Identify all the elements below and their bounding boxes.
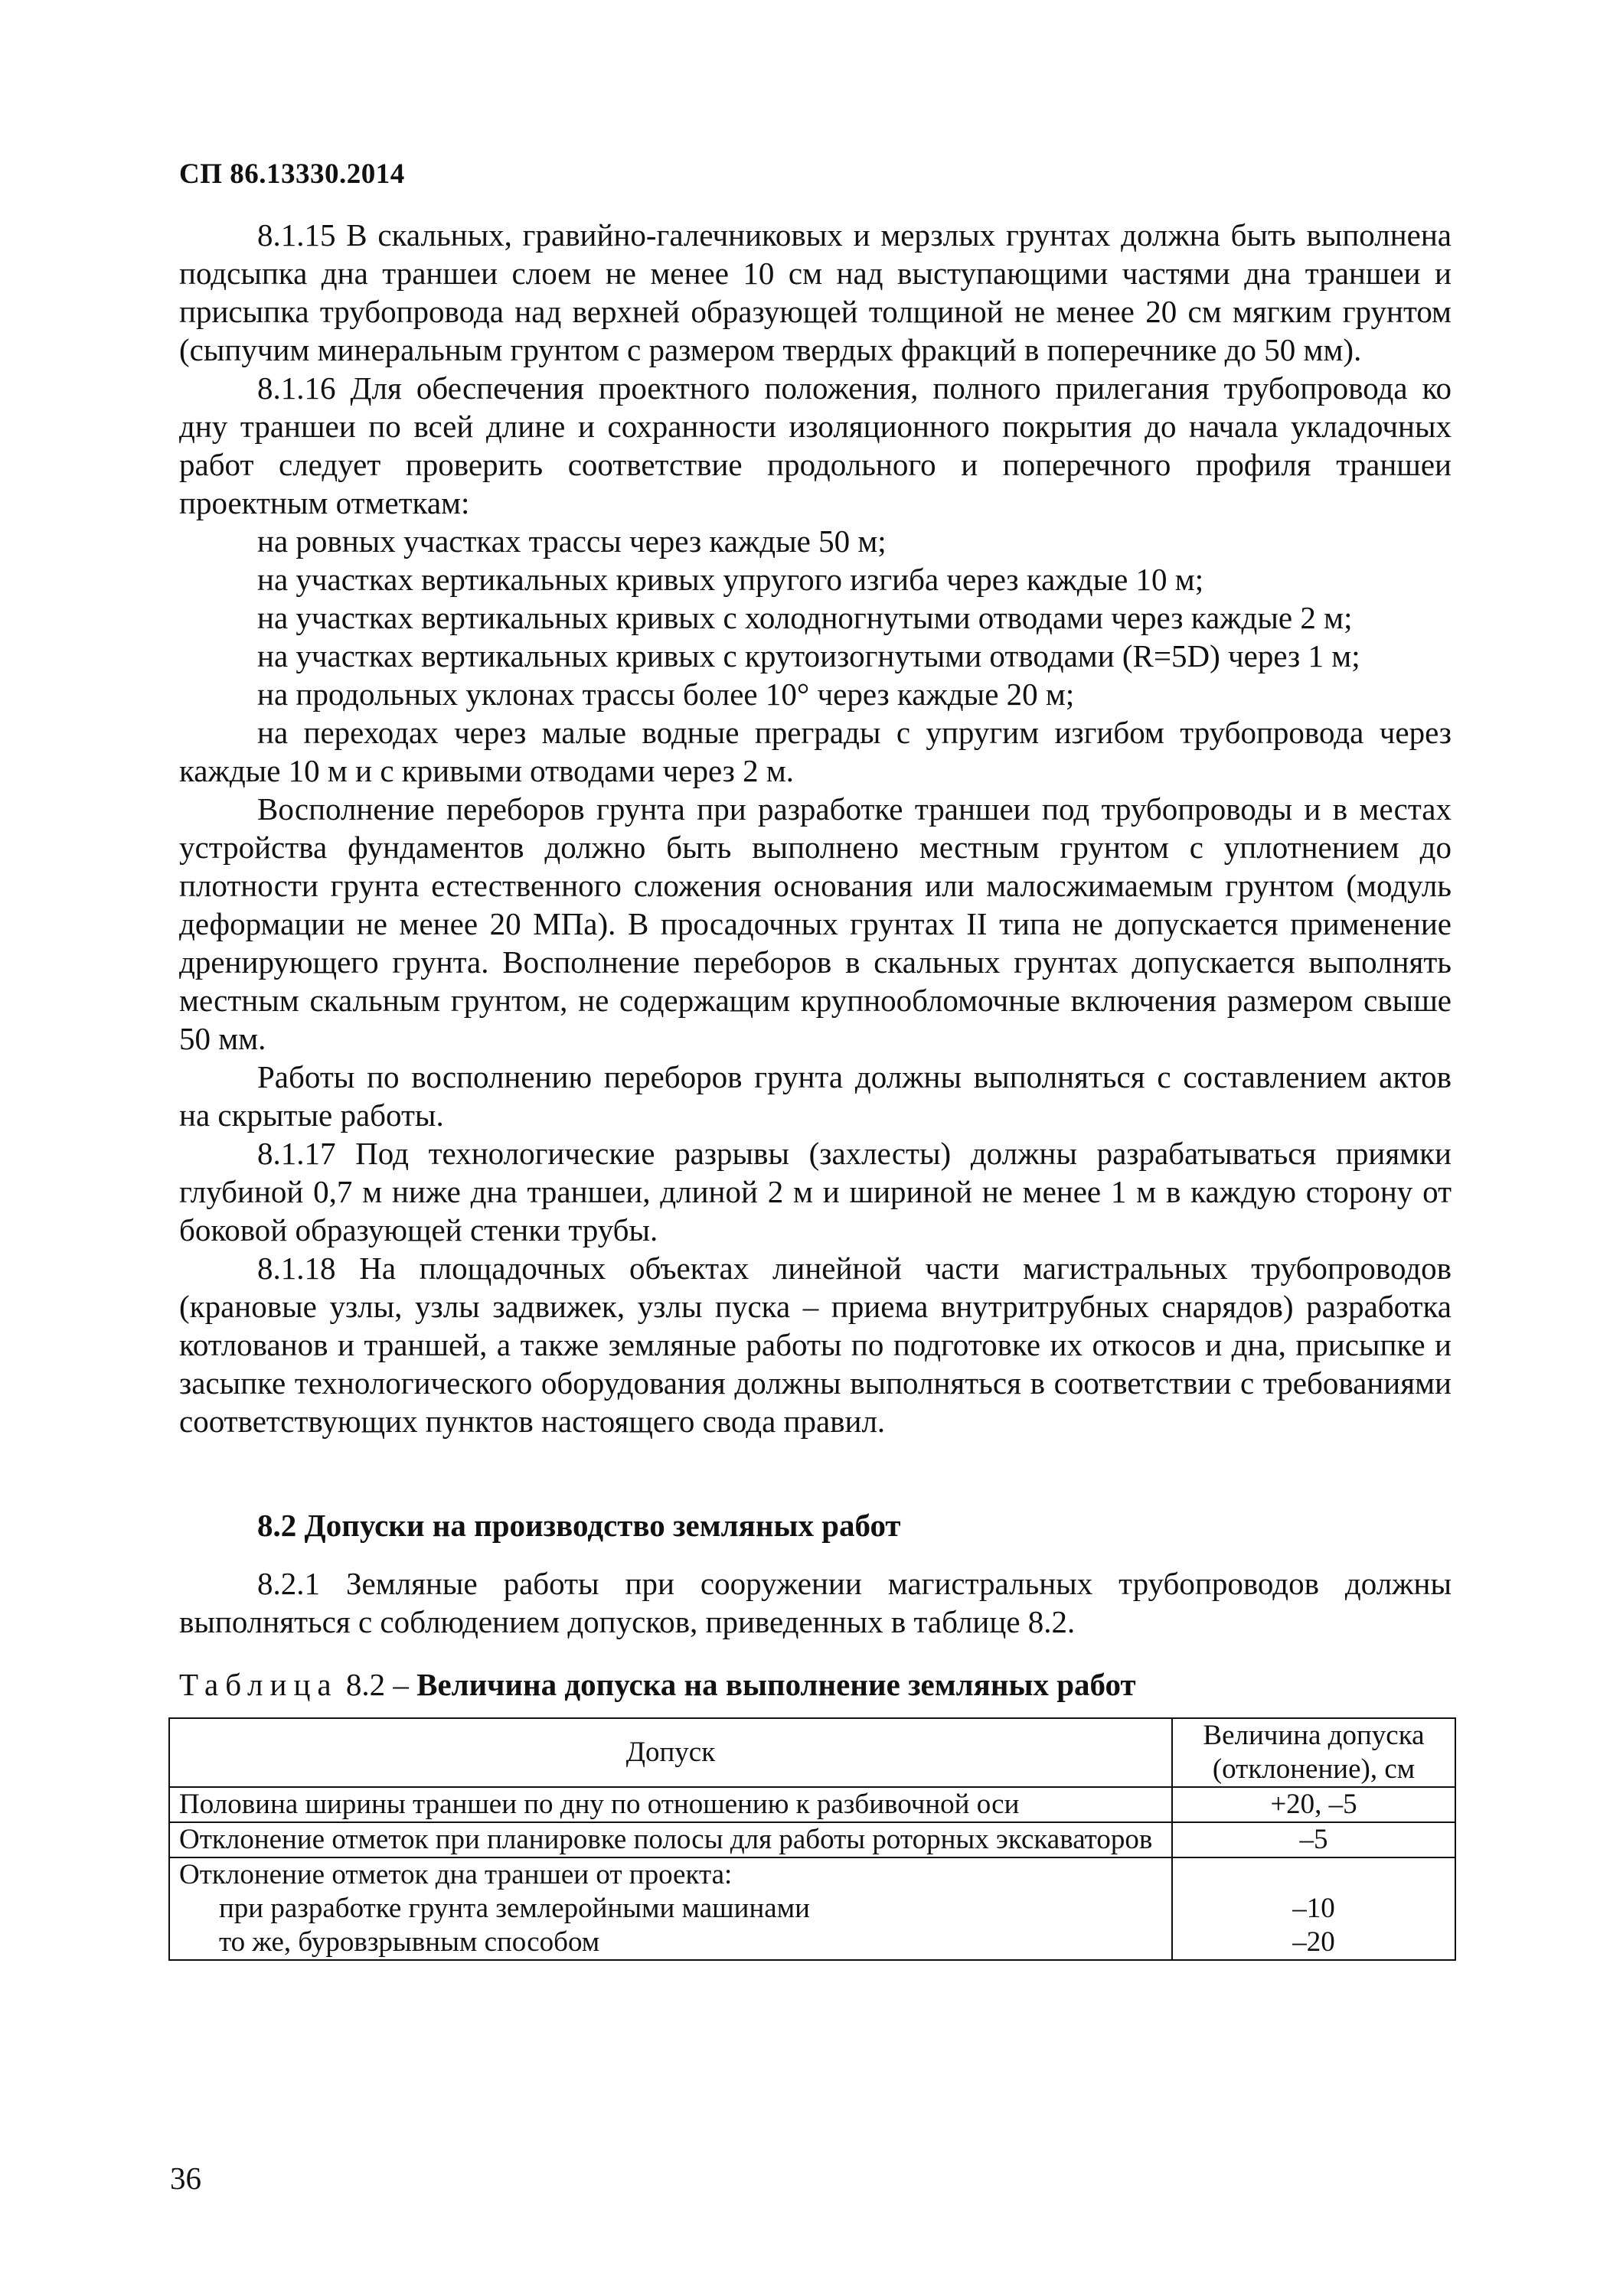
table-cell-label: Отклонение отметок при планировке полосы для работы роторных экскаваторов bbox=[169, 1822, 1172, 1857]
table-group-item: при разработке грунта землеройными машинами bbox=[219, 1893, 810, 1924]
table-row bbox=[169, 1787, 1455, 1822]
list-item: на участках вертикальных кривых с крутоизогнутыми отводами (R=5D) через 1 м; bbox=[257, 638, 1360, 673]
section-heading-8-2: 8.2 Допуски на производство земляных работ bbox=[257, 1508, 901, 1543]
body-text bbox=[179, 216, 1452, 1440]
paragraph-8-1-16: 8.1.16 Для обеспечения проектного положения, полного прилегания трубопровода ко дну траншеи по всей длине и сохранности изоляционного покрытия до начала укладочных работ следует проверить соответствие продольного и поперечного профиля траншеи проектным отметкам: bbox=[179, 370, 1452, 520]
table-cell-value: –5 bbox=[1172, 1822, 1455, 1857]
list-item: на участках вертикальных кривых с холодногнутыми отводами через каждые 2 м; bbox=[257, 600, 1353, 635]
paragraph-8-1-18: 8.1.18 На площадочных объектах линейной части магистральных трубопроводов (крановые узлы, узлы задвижек, узлы пуска – приема внутритрубных снарядов) разработка котлованов и траншей, а также земляные работы по подготовке их откосов и дна, присыпке и засыпке технологического оборудования должны выполняться в соответствии с требованиями соответствующих пунктов настоящего свода правил. bbox=[179, 1251, 1452, 1439]
paragraph-8-1-15: 8.1.15 В скальных, гравийно-галечниковых и мерзлых грунтах должна быть выполнена подсыпка дна траншеи слоем не менее 10 см над выступающими частями дна траншеи и присыпка трубопровода над верхней образующей толщиной не менее 20 см мягким грунтом (сыпучим минеральным грунтом с размером твердых фракций в поперечнике до 50 мм). bbox=[179, 217, 1452, 367]
table-cell-label bbox=[169, 1857, 1172, 1960]
table-row bbox=[169, 1822, 1455, 1857]
page-number: 36 bbox=[170, 2161, 201, 2196]
list-item: на переходах через малые водные преграды с упругим изгибом трубопровода через каждые 10 м и с кривыми отводами через 2 м. bbox=[179, 715, 1452, 788]
list-item: на ровных участках трассы через каждые 50 м; bbox=[257, 523, 887, 559]
table-group-title: Отклонение отметок дна траншеи от проекта: bbox=[179, 1859, 733, 1890]
list-item: на участках вертикальных кривых упругого изгиба через каждые 10 м; bbox=[257, 562, 1204, 597]
paragraph-8-2-1: 8.2.1 Земляные работы при сооружении магистральных трубопроводов должны выполняться с соблюдением допусков, приведенных в таблице 8.2. bbox=[179, 1566, 1452, 1639]
table-row bbox=[169, 1857, 1455, 1960]
table-caption-label: Таблица bbox=[179, 1667, 338, 1702]
table-group-item: то же, буровзрывным способом bbox=[219, 1926, 600, 1958]
table-group-value: –10 bbox=[1292, 1893, 1335, 1924]
table-caption bbox=[179, 1665, 1136, 1704]
list-item: на продольных уклонах трассы более 10° через каждые 20 м; bbox=[257, 677, 1075, 712]
table-group-value: –20 bbox=[1292, 1926, 1335, 1958]
paragraph-8-1-17: 8.1.17 Под технологические разрывы (захлесты) должны разрабатываться приямки глубиной 0,7 м ниже дна траншеи, длиной 2 м и шириной не менее 1 м в каждую сторону от боковой образующей стенки трубы. bbox=[179, 1136, 1452, 1247]
table-header-row bbox=[169, 1718, 1455, 1787]
paragraph-hidden-works-acts: Работы по восполнению переборов грунта должны выполняться с составлением актов на скрытые работы. bbox=[179, 1059, 1452, 1133]
table-header-value-line1: Величина допуска bbox=[1203, 1720, 1425, 1751]
table-caption-number: 8.2 – bbox=[338, 1667, 417, 1702]
table-header-tolerance: Допуск bbox=[169, 1718, 1172, 1787]
table-cell-value: +20, –5 bbox=[1172, 1787, 1455, 1822]
table-caption-title: Величина допуска на выполнение земляных работ bbox=[416, 1667, 1136, 1702]
paragraph-backfill: Восполнение переборов грунта при разработке траншеи под трубопроводы и в местах устройства фундаментов должно быть выполнено местным грунтом с уплотнением до плотности грунта естественного сложения основания или малосжимаемым грунтом (модуль деформации не менее 20 МПа). В просадочных грунтах II типа не допускается применение дренирующего грунта. Восполнение переборов в скальных грунтах допускается выполнять местным скальным грунтом, не содержащим крупнообломочные включения размером свыше 50 мм. bbox=[179, 791, 1452, 1056]
table-header-value-line2: (отклонение), см bbox=[1212, 1753, 1416, 1785]
tolerance-table bbox=[168, 1717, 1456, 1961]
document-code: СП 86.13330.2014 bbox=[179, 158, 405, 190]
table-cell-label: Половина ширины траншеи по дну по отношению к разбивочной оси bbox=[169, 1787, 1172, 1822]
table-header-value bbox=[1172, 1718, 1455, 1787]
table-cell-value bbox=[1172, 1857, 1455, 1960]
